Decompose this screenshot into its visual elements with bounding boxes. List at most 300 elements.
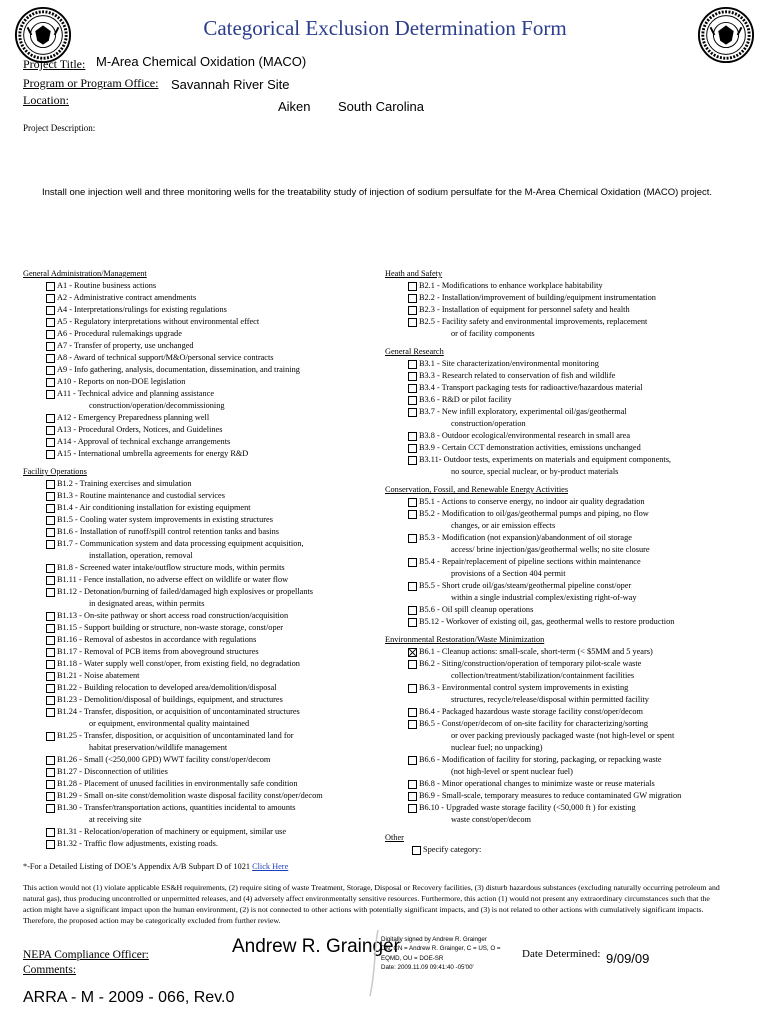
checklist-item (23, 634, 383, 646)
checkbox-b3-9[interactable] (408, 444, 417, 453)
item-label: B6.1 - Cleanup actions: small-scale, short-term (< $5MM and 5 years) (419, 647, 653, 656)
item-text-wrap (57, 538, 304, 562)
item-text-wrap (57, 790, 323, 802)
checkbox-b6-2[interactable] (408, 660, 417, 669)
item-label: B1.2 - Training exercises and simulation (57, 479, 192, 488)
checkbox-b1-15[interactable] (46, 624, 55, 633)
checkbox-b3-7[interactable] (408, 408, 417, 417)
checklist-item (385, 580, 765, 604)
checkbox-b3-11-outdoor-tests-experiments-on-materials-and-equipment-components[interactable] (408, 456, 417, 465)
checkbox-b1-29[interactable] (46, 792, 55, 801)
checkbox-b1-27[interactable] (46, 768, 55, 777)
checklist-item (385, 790, 765, 802)
checklist-item (385, 382, 765, 394)
item-label: A1 - Routine business actions (57, 281, 157, 290)
item-label-continuation: in designated areas, within permits (89, 599, 205, 608)
specify-category-label: Specify category: (423, 845, 482, 854)
checklist-item (23, 622, 383, 634)
item-text-wrap (57, 388, 225, 412)
item-text-wrap (419, 580, 637, 604)
checkbox-b5-6[interactable] (408, 606, 417, 615)
checkbox-b1-18[interactable] (46, 660, 55, 669)
checkbox-b2-2[interactable] (408, 294, 417, 303)
item-label: B1.4 - Air conditioning installation for existing equipment (57, 503, 251, 512)
item-text-wrap (57, 436, 230, 448)
signature-mark-icon (368, 928, 380, 998)
item-label: B1.30 - Transfer/transportation actions, quantities incidental to amounts (57, 803, 296, 812)
item-text-wrap (419, 658, 641, 682)
comments-label: Comments: (23, 964, 77, 976)
item-text-wrap (419, 646, 653, 658)
item-label: B1.7 - Communication system and data processing equipment acquisition, (57, 539, 304, 548)
checklist-item (23, 538, 383, 562)
checkbox-b5-5[interactable] (408, 582, 417, 591)
checkbox-b6-6[interactable] (408, 756, 417, 765)
item-text-wrap (57, 316, 259, 328)
checklist-item (23, 490, 383, 502)
appendix-footnote (23, 862, 288, 871)
checklist-item (23, 694, 383, 706)
item-text-wrap (419, 280, 603, 292)
item-label-continuation: construction/operation/decommissioning (89, 401, 225, 410)
checklist-item (23, 340, 383, 352)
project-description-label: Project Description: (23, 123, 96, 133)
checklist-item (23, 316, 383, 328)
checkbox-a7[interactable] (46, 342, 55, 351)
checkbox-a8[interactable] (46, 354, 55, 363)
checkbox-b3-8[interactable] (408, 432, 417, 441)
item-text-wrap (419, 430, 630, 442)
item-label-continuation: waste const/oper/decom (451, 815, 531, 824)
item-label: B1.24 - Transfer, disposition, or acquisition of uncontaminated structures (57, 707, 300, 716)
form-title: Categorical Exclusion Determination Form (203, 16, 567, 40)
checklist-item (23, 682, 383, 694)
checkbox-b1-4[interactable] (46, 504, 55, 513)
item-label: B1.25 - Transfer, disposition, or acquisition of uncontaminated land for (57, 731, 294, 740)
checklist-item (385, 304, 765, 316)
item-text-wrap (419, 454, 671, 478)
item-label-continuation: habitat preservation/wildlife management (89, 743, 228, 752)
item-text-wrap (57, 838, 218, 850)
checkbox-b3-6[interactable] (408, 396, 417, 405)
checklist-item (23, 304, 383, 316)
item-label: B1.26 - Small (<250,000 GPD) WWT facility const/oper/decom (57, 755, 271, 764)
item-label: B6.3 - Environmental control system improvements in existing (419, 683, 629, 692)
section-heading: Conservation, Fossil, and Renewable Energy Activities (385, 485, 569, 494)
checkbox-a2[interactable] (46, 294, 55, 303)
checkbox-b1-11[interactable] (46, 576, 55, 585)
checkbox-b2-5[interactable] (408, 318, 417, 327)
checkbox-b1-24[interactable] (46, 708, 55, 717)
location-label: Location: (23, 93, 69, 107)
checkbox-other[interactable] (412, 846, 421, 855)
checkbox-b1-22[interactable] (46, 684, 55, 693)
checkbox-a14[interactable] (46, 438, 55, 447)
checklist-item (385, 802, 765, 826)
item-label: B2.3 - Installation of equipment for personnel safety and health (419, 305, 630, 314)
item-text-wrap (57, 562, 285, 574)
checklist-item (23, 376, 383, 388)
item-text-wrap (57, 778, 298, 790)
other-specify-item (385, 844, 765, 856)
right-checklist-column (385, 268, 765, 856)
item-text-wrap (419, 790, 681, 802)
section-heading: Heath and Safety (385, 269, 443, 278)
item-label-continuation: structures, recycle/release/disposal within permitted facility (451, 695, 649, 704)
item-label: B1.29 - Small on-site const/demolition waste disposal facility const/oper/decom (57, 791, 323, 800)
item-label: A5 - Regulatory interpretations without environmental effect (57, 317, 260, 326)
item-label-continuation: changes, or air emission effects (451, 521, 556, 530)
item-label: B5.4 - Repair/replacement of pipeline sections within maintenance (419, 557, 641, 566)
checkbox-b3-4[interactable] (408, 384, 417, 393)
item-label: B3.3 - Research related to conservation of fish and wildlife (419, 371, 616, 380)
checklist-item (385, 706, 765, 718)
item-text-wrap (57, 706, 300, 730)
digital-signature-line: DN: CN = Andrew R. Grainger, C = US, O = (381, 945, 501, 953)
item-text-wrap (419, 616, 674, 628)
location-city: Aiken (278, 99, 311, 114)
checklist-item (23, 562, 383, 574)
nepa-officer-label: NEPA Compliance Officer: (23, 949, 149, 961)
checkbox-b2-3[interactable] (408, 306, 417, 315)
item-text-wrap (419, 358, 599, 370)
checkbox-b5-12[interactable] (408, 618, 417, 627)
checkbox-b6-4[interactable] (408, 708, 417, 717)
item-label: B1.16 - Removal of asbestos in accordance with regulations (57, 635, 257, 644)
checklist-item (385, 358, 765, 370)
checklist-item (23, 790, 383, 802)
item-text-wrap (57, 646, 259, 658)
checkbox-b6-1[interactable] (408, 648, 417, 657)
item-label: A2 - Administrative contract amendments (57, 293, 197, 302)
checklist-item (385, 496, 765, 508)
checklist-item (23, 610, 383, 622)
item-label: B1.5 - Cooling water system improvements in existing structures (57, 515, 273, 524)
checkbox-b3-3[interactable] (408, 372, 417, 381)
checkbox-b5-3[interactable] (408, 534, 417, 543)
item-text-wrap (419, 370, 615, 382)
section-heading: General Research (385, 347, 444, 356)
section-heading: Facility Operations (23, 467, 87, 476)
checkbox-a11[interactable] (46, 390, 55, 399)
item-text-wrap (57, 634, 256, 646)
checkbox-a13[interactable] (46, 426, 55, 435)
item-label: B3.11- Outdoor tests, experiments on materials and equipment components, (419, 455, 672, 464)
checkbox-b5-2[interactable] (408, 510, 417, 519)
checklist-item (23, 778, 383, 790)
item-text-wrap (419, 406, 627, 430)
item-text-wrap (57, 682, 277, 694)
item-text-wrap (419, 304, 630, 316)
item-text-wrap (57, 826, 286, 838)
item-label-continuation: provisions of a Section 404 permit (451, 569, 566, 578)
nepa-block (23, 948, 149, 978)
program-value: Savannah River Site (171, 77, 290, 92)
item-text-wrap (57, 448, 248, 460)
item-label-continuation: at receiving site (89, 815, 142, 824)
item-label-continuation: collection/treatment/stabilization/containment facilities (451, 671, 635, 680)
item-text-wrap (57, 292, 196, 304)
item-label: A13 - Procedural Orders, Notices, and Guidelines (57, 425, 223, 434)
item-text-wrap (57, 730, 294, 754)
item-text-wrap (57, 754, 270, 766)
item-label: A6 - Procedural rulemakings upgrade (57, 329, 182, 338)
checkbox-a12[interactable] (46, 414, 55, 423)
item-text-wrap (57, 490, 225, 502)
checkbox-b1-6[interactable] (46, 528, 55, 537)
checkbox-a4[interactable] (46, 306, 55, 315)
checkbox-b1-7[interactable] (46, 540, 55, 549)
item-label: B6.10 - Upgraded waste storage facility (<50,000 ft ) for existing (419, 803, 636, 812)
checkbox-b5-1[interactable] (408, 498, 417, 507)
item-label: B6.6 - Modification of facility for storing, packaging, or repacking waste (419, 755, 662, 764)
date-determined-label: Date Determined: (522, 948, 601, 960)
item-text-wrap (419, 532, 650, 556)
item-text-wrap (419, 496, 645, 508)
item-text-wrap (57, 514, 273, 526)
item-text-wrap (419, 754, 662, 778)
item-label: B1.21 - Noise abatement (57, 671, 140, 680)
item-label-continuation: or equipment, environmental quality maintained (89, 719, 250, 728)
item-label: B5.5 - Short crude oil/gas/steam/geothermal pipeline const/oper (419, 581, 632, 590)
checklist-item (385, 430, 765, 442)
checkbox-b1-32[interactable] (46, 840, 55, 849)
checkbox-b6-10[interactable] (408, 804, 417, 813)
checklist-item (23, 766, 383, 778)
checklist-item (23, 646, 383, 658)
item-text-wrap (419, 718, 674, 754)
item-label-continuation: access/ brine injection/gas/geothermal wells; no site closure (451, 545, 650, 554)
checkbox-b6-9[interactable] (408, 792, 417, 801)
project-description-text: Install one injection well and three monitoring wells for the treatability study of injection of sodium persulfate for the M-Area Chemical Oxidation (MACO) project. (42, 187, 713, 198)
item-text-wrap (419, 556, 641, 580)
digital-signature-details (381, 935, 501, 972)
item-text-wrap (419, 394, 512, 406)
item-text-wrap (57, 658, 300, 670)
checkbox-b3-1[interactable] (408, 360, 417, 369)
checklist-item (23, 388, 383, 412)
checkbox-a9[interactable] (46, 366, 55, 375)
checkbox-a10[interactable] (46, 378, 55, 387)
item-label: B1.13 - On-site pathway or short access road construction/acquisition (57, 611, 289, 620)
checklist-item (385, 778, 765, 790)
item-text-wrap (57, 376, 185, 388)
item-label: B6.8 - Minor operational changes to minimize waste or reuse materials (419, 779, 655, 788)
checklist-item (23, 838, 383, 850)
item-label: B3.1 - Site characterization/environmental monitoring (419, 359, 599, 368)
item-text-wrap (57, 340, 194, 352)
item-label: B1.18 - Water supply well const/oper, from existing field, no degradation (57, 659, 300, 668)
item-label: B3.9 - Certain CCT demonstration activities, emissions unchanged (419, 443, 641, 452)
checkbox-b1-26[interactable] (46, 756, 55, 765)
checkbox-b1-13[interactable] (46, 612, 55, 621)
item-text-wrap (419, 778, 655, 790)
section-heading-other: Other (385, 833, 404, 842)
item-text-wrap (419, 706, 643, 718)
checklist-item (23, 478, 383, 490)
signer-name: Andrew R. Grainger (232, 936, 400, 957)
item-text-wrap (57, 328, 182, 340)
item-label: A7 - Transfer of property, use unchanged (57, 341, 194, 350)
checklist-item (23, 514, 383, 526)
location-state: South Carolina (338, 99, 424, 114)
item-label: B5.6 - Oil spill cleanup operations (419, 605, 534, 614)
digital-signature-line: Digitally signed by Andrew R. Grainger (381, 936, 487, 943)
item-label-continuation: within a single industrial complex/existing right-of-way (451, 593, 637, 602)
checklist-item (23, 658, 383, 670)
click-here-link[interactable]: Click Here (252, 862, 289, 871)
checkbox-b1-21[interactable] (46, 672, 55, 681)
item-label: A15 - International umbrella agreements for energy R&D (57, 449, 249, 458)
item-label: A10 - Reports on non-DOE legislation (57, 377, 186, 386)
item-label-continuation: no source, special nuclear, or by-product materials (451, 467, 619, 476)
checkbox-b1-8[interactable] (46, 564, 55, 573)
checklist-item (385, 718, 765, 754)
item-text-wrap (57, 424, 222, 436)
project-title-value: M-Area Chemical Oxidation (MACO) (96, 54, 307, 69)
checklist-item (385, 682, 765, 706)
checkbox-b1-3[interactable] (46, 492, 55, 501)
checklist-item (23, 280, 383, 292)
item-text-wrap (419, 682, 649, 706)
item-label-continuation: installation, operation, removal (89, 551, 193, 560)
item-text-wrap (57, 502, 251, 514)
checkbox-b1-23[interactable] (46, 696, 55, 705)
item-label: B1.15 - Support building or structure, non-waste storage, const/oper (57, 623, 284, 632)
checklist-item (385, 454, 765, 478)
item-label: B3.8 - Outdoor ecological/environmental research in small area (419, 431, 631, 440)
checkbox-a1[interactable] (46, 282, 55, 291)
item-label: B1.8 - Screened water intake/outflow structure mods, within permits (57, 563, 285, 572)
item-text-wrap (57, 586, 313, 610)
checkbox-b2-1[interactable] (408, 282, 417, 291)
item-text-wrap (57, 412, 209, 424)
item-label: B1.27 - Disconnection of utilities (57, 767, 168, 776)
item-label: A11 - Technical advice and planning assistance (57, 389, 215, 398)
checklist-item (385, 370, 765, 382)
checklist-item (23, 730, 383, 754)
left-checklist-column (23, 268, 383, 850)
checklist-item (23, 328, 383, 340)
item-label: B1.17 - Removal of PCB items from aboveground structures (57, 647, 259, 656)
checkbox-b6-5[interactable] (408, 720, 417, 729)
checklist-item (385, 658, 765, 682)
item-label: B5.3 - Modification (not expansion)/abandonment of oil storage (419, 533, 632, 542)
checklist-item (23, 586, 383, 610)
checkbox-a5[interactable] (46, 318, 55, 327)
checklist-item (23, 424, 383, 436)
checklist-item (23, 526, 383, 538)
checkbox-b1-12[interactable] (46, 588, 55, 597)
item-label-continuation: construction/operation (451, 419, 526, 428)
item-label: B3.7 - New infill exploratory, experimental oil/gas/geothermal (419, 407, 627, 416)
checklist-item (385, 406, 765, 430)
item-label: B1.12 - Detonation/burning of failed/damaged high explosives or propellants (57, 587, 313, 596)
item-label-continuation: (not high-level or spent nuclear fuel) (451, 767, 573, 776)
item-text-wrap (419, 442, 641, 454)
item-text-wrap (419, 508, 649, 532)
section-heading: Environmental Restoration/Waste Minimization (385, 635, 545, 644)
checkbox-a6[interactable] (46, 330, 55, 339)
checkbox-b1-2[interactable] (46, 480, 55, 489)
item-label: B1.28 - Placement of unused facilities in environmentally safe condition (57, 779, 298, 788)
item-label: B6.2 - Siting/construction/operation of temporary pilot-scale waste (419, 659, 642, 668)
checklist-item (23, 706, 383, 730)
checklist-item (23, 292, 383, 304)
item-label-continuation: or over packing previously packaged waste (not high-level or spent nuclear fuel; no unpacking) (451, 731, 675, 752)
item-label: B3.4 - Transport packaging tests for radioactive/hazardous material (419, 383, 643, 392)
item-label: B5.2 - Modification to oil/gas/geothermal pumps and piping, no flow (419, 509, 649, 518)
item-label: B1.31 - Relocation/operation of machinery or equipment, similar use (57, 827, 287, 836)
checkbox-b6-8[interactable] (408, 780, 417, 789)
checklist-item (385, 616, 765, 628)
digital-signature-line: Date: 2009.11.09 09:41:40 -05'00' (381, 963, 474, 971)
item-text-wrap (57, 766, 168, 778)
checklist-item (385, 532, 765, 556)
checklist-item (385, 292, 765, 304)
checklist-item (23, 412, 383, 424)
item-label: B1.6 - Installation of runoff/spill control retention tanks and basins (57, 527, 279, 536)
checkbox-b1-17[interactable] (46, 648, 55, 657)
item-text-wrap (57, 304, 227, 316)
checkbox-b1-16[interactable] (46, 636, 55, 645)
item-text-wrap (57, 280, 156, 292)
item-label: B3.6 - R&D or pilot facility (419, 395, 512, 404)
item-label: B2.5 - Facility safety and environmental improvements, replacement (419, 317, 648, 326)
checkbox-b1-28[interactable] (46, 780, 55, 789)
item-text-wrap (57, 622, 283, 634)
project-title-label: Project Title: (23, 57, 86, 71)
footnote-text: *-For a Detailed Listing of DOE’s Appendix A/B Subpart D of 1021 (23, 862, 250, 871)
item-label: B6.9 - Small-scale, temporary measures to reduce contaminated GW migration (419, 791, 682, 800)
item-label: A4 - Interpretations/rulings for existing regulations (57, 305, 227, 314)
checkbox-b1-30[interactable] (46, 804, 55, 813)
checkbox-b1-25[interactable] (46, 732, 55, 741)
item-label: A12 - Emergency Preparedness planning well (57, 413, 210, 422)
item-label: B1.22 - Building relocation to developed area/demolition/disposal (57, 683, 277, 692)
item-label: A9 - Info gathering, analysis, documentation, dissemination, and training (57, 365, 300, 374)
item-label: B5.12 - Workover of existing oil, gas, geothermal wells to restore production (419, 617, 675, 626)
item-text-wrap (419, 604, 533, 616)
checklist-item (23, 574, 383, 586)
checkbox-b5-4[interactable] (408, 558, 417, 567)
checklist-item (385, 280, 765, 292)
item-label: B1.23 - Demolition/disposal of buildings, equipment, and structures (57, 695, 283, 704)
item-label: B2.1 - Modifications to enhance workplace habitability (419, 281, 603, 290)
checklist-item (23, 448, 383, 460)
checklist-item (385, 316, 765, 340)
checklist-item (385, 508, 765, 532)
determination-statement: This action would not (1) violate applicable ES&H requirements, (2) require siting of waste Treatment, Storage, Disposal or Recovery facilities, (3) disturb hazardous substances (excluding naturally occurring petroleum and natural gas), thus producing uncontrolled or unpermitted releases, and (4) adversely affect environmentally sensitive resources. Furthermore, this action (1) would not present any extraordinary circumstances such that the action might have a significant impact upon the human environment, (2) is not connected to other actions with potentially significant impacts, and (3) is not related to other actions with cumulatively significant impacts. Therefore, the proposed action may be categorically excluded from further review. (23, 883, 720, 925)
item-text-wrap (57, 670, 140, 682)
checklist-item (385, 556, 765, 580)
checklist-item (385, 394, 765, 406)
checkbox-b6-3[interactable] (408, 684, 417, 693)
item-text-wrap (57, 694, 283, 706)
checkbox-a15[interactable] (46, 450, 55, 459)
checklist-item (23, 436, 383, 448)
item-text-wrap (419, 802, 636, 826)
checkbox-b1-5[interactable] (46, 516, 55, 525)
checklist-item (385, 646, 765, 658)
checklist-item (23, 802, 383, 826)
checkbox-b1-31[interactable] (46, 828, 55, 837)
document-id: ARRA - M - 2009 - 066, Rev.0 (23, 989, 235, 1006)
item-label: B1.11 - Fence installation, no adverse effect on wildlife or water flow (57, 575, 289, 584)
item-text-wrap (419, 316, 647, 340)
checklist-item (23, 670, 383, 682)
item-label-continuation: or of facility components (451, 329, 535, 338)
